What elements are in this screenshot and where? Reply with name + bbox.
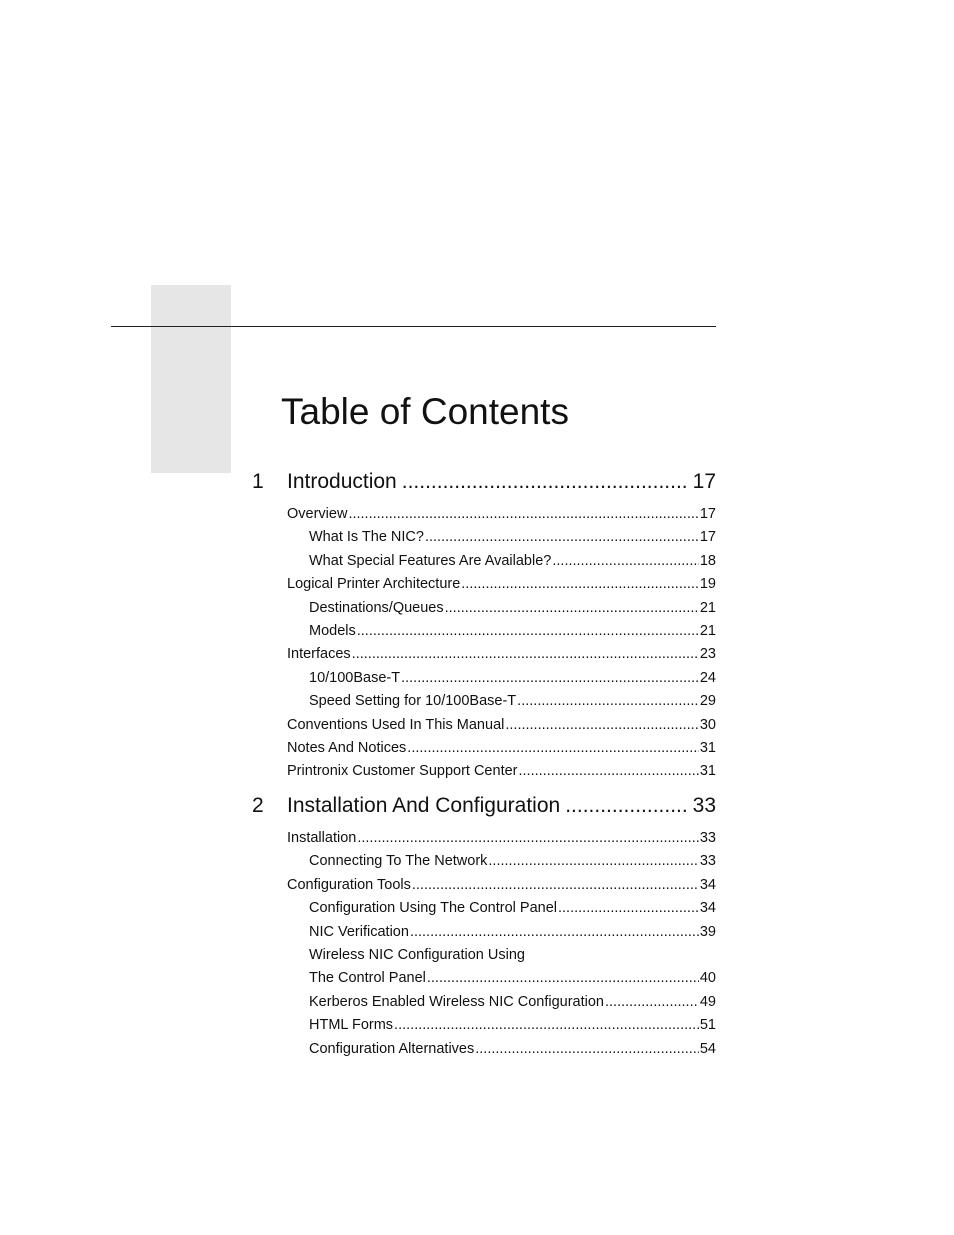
dot-leader: [475, 1041, 699, 1057]
dot-leader: [445, 600, 699, 616]
dot-leader: [517, 693, 699, 709]
chapter-number: 1: [252, 470, 264, 493]
toc-entry-page: 54: [699, 1040, 716, 1057]
toc-entry-page: 21: [699, 599, 716, 616]
header-rule: [111, 326, 716, 327]
dot-leader: [357, 623, 699, 639]
toc-entry-page: 40: [699, 970, 716, 987]
toc-entry-label: Overview: [287, 506, 348, 522]
toc-entry-label: Speed Setting for 10/100Base-T: [309, 693, 517, 710]
toc-entry[interactable]: [287, 506, 716, 526]
dot-leader: [357, 830, 699, 846]
dot-leader: [565, 794, 687, 818]
toc-entry-page: 31: [699, 763, 716, 780]
toc-entry-label: Kerberos Enabled Wireless NIC Configuration: [309, 993, 604, 1010]
toc-entry[interactable]: [309, 1041, 716, 1061]
toc-entry-page: 29: [699, 693, 716, 710]
dot-leader: [488, 853, 698, 869]
toc-entry-label: Installation: [287, 830, 357, 846]
toc-entry-label: The Control Panel: [309, 970, 426, 987]
toc-entry-label: Configuration Using The Control Panel: [309, 900, 557, 917]
dot-leader: [412, 877, 699, 893]
toc-entry[interactable]: [287, 576, 716, 596]
dot-leader: [552, 553, 699, 569]
dot-leader: [348, 506, 698, 522]
toc-entry[interactable]: [309, 1017, 716, 1037]
toc-entry-label: NIC Verification: [309, 923, 409, 940]
toc-entry-page: 24: [699, 669, 716, 686]
toc-entry-page: 23: [699, 646, 716, 663]
toc-entry[interactable]: [287, 830, 716, 850]
toc-entry-label: 10/100Base-T: [309, 669, 401, 686]
toc-entry-label: HTML Forms: [309, 1017, 394, 1034]
chapter-page-number: 17: [692, 470, 716, 493]
chapter-title: Introduction: [287, 470, 397, 493]
toc-entry[interactable]: [309, 693, 716, 713]
page-title: Table of Contents: [281, 391, 569, 432]
toc-entry-page: 30: [699, 716, 716, 733]
toc-entry-label: Destinations/Queues: [309, 599, 444, 616]
toc-entry[interactable]: [309, 623, 716, 643]
dot-leader: [558, 900, 699, 916]
toc-entry-label: Notes And Notices: [287, 740, 407, 756]
toc-entry[interactable]: [287, 763, 716, 783]
toc-entry-page: 39: [699, 923, 716, 940]
toc-entry[interactable]: [309, 947, 716, 967]
chapter-number: 2: [252, 794, 264, 817]
chapter-page-number: 33: [692, 794, 716, 817]
toc-entry-page: 49: [699, 993, 716, 1010]
toc-entry[interactable]: [287, 646, 716, 666]
dot-leader: [410, 924, 699, 940]
dot-leader: [402, 470, 688, 494]
toc-entry[interactable]: [309, 924, 716, 944]
toc-entry-page: 17: [699, 529, 716, 546]
chapter-heading[interactable]: [252, 794, 716, 824]
toc-entry-label: Logical Printer Architecture: [287, 576, 461, 593]
toc-entry[interactable]: [309, 670, 716, 690]
toc-entry[interactable]: [309, 853, 716, 873]
dot-leader: [427, 970, 699, 986]
dot-leader: [394, 1017, 699, 1033]
toc-entry[interactable]: [309, 900, 716, 920]
toc-entry[interactable]: [309, 529, 716, 549]
toc-entry-label: Interfaces: [287, 646, 351, 663]
toc-entry-page: 33: [699, 830, 716, 846]
toc-entry-page: 19: [699, 576, 716, 593]
toc-entry[interactable]: [287, 717, 716, 737]
toc-entry-label: What Is The NIC?: [309, 529, 424, 546]
dot-leader: [519, 763, 699, 779]
toc-entry-page: 31: [699, 740, 716, 756]
toc-entry[interactable]: [287, 740, 716, 760]
toc-entry-page: 34: [699, 900, 716, 917]
dot-leader: [401, 670, 699, 686]
dot-leader: [605, 994, 699, 1010]
chapter-tab-block: [151, 285, 231, 473]
toc-entry-page: 51: [699, 1017, 716, 1034]
toc-entry-page: 33: [699, 853, 716, 870]
chapter-title: Installation And Configuration: [287, 794, 561, 817]
dot-leader: [352, 646, 699, 662]
toc-entry-label: Printronix Customer Support Center: [287, 763, 518, 780]
dot-leader: [505, 717, 699, 733]
toc-entry-page: 21: [699, 623, 716, 639]
toc-entry-label: What Special Features Are Available?: [309, 552, 552, 569]
dot-leader: [461, 576, 699, 592]
toc-entry[interactable]: [287, 877, 716, 897]
toc-entry-page: 34: [699, 876, 716, 893]
toc-entry-page: 17: [699, 506, 716, 522]
chapter-heading[interactable]: [252, 470, 716, 500]
toc-entry-label: Configuration Alternatives: [309, 1040, 475, 1057]
toc-entry[interactable]: [309, 600, 716, 620]
toc-entry-label: Wireless NIC Configuration Using: [309, 947, 525, 963]
toc-entry-label: Configuration Tools: [287, 876, 411, 893]
toc-entry-page: 18: [699, 552, 716, 569]
toc-entry-label: Conventions Used In This Manual: [287, 716, 505, 733]
toc-entry-label: Models: [309, 623, 356, 639]
toc-entry[interactable]: [309, 994, 716, 1014]
dot-leader: [425, 529, 699, 545]
dot-leader: [407, 740, 699, 756]
toc-entry-label: Connecting To The Network: [309, 853, 488, 870]
toc-entry[interactable]: [309, 553, 716, 573]
toc-entry[interactable]: [309, 970, 716, 990]
